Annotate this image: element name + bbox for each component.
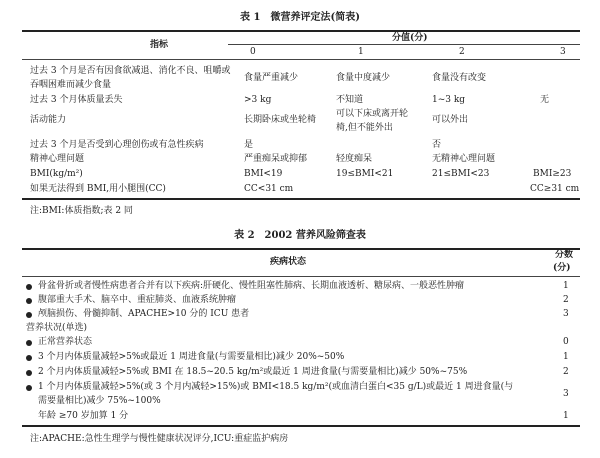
table1-row5-c0: 严重痴呆或抑郁 [244,154,308,164]
table2-item1-text: 骨盆骨折或者慢性病患者合并有以下疾病:肝硬化、慢性阻塞性肺病、长期血液透析、糖尿病、一般恶性肿瘤 [38,281,465,291]
table1-row6-c0: BMI<19 [244,169,283,179]
table2-nutrition4-text-cont: 需要量相比)减少 75%~100% [38,396,161,406]
table1-score-group-header: 分值(分) [392,33,428,43]
table1-row2-label: 过去 3 个月体质量丢失 [30,95,123,105]
table1-row3-c1-cont: 椅,但不能外出 [336,123,393,133]
table2-header-rule [22,276,580,277]
table1-row1-c0: 食量严重减少 [244,73,299,83]
table2-nutrition2-text: 3 个月内体质量减轻>5%或最近 1 周进食量(与需要量相比)减少 20%~50% [38,352,345,362]
table1-row1-label-cont: 吞咽困难而减少食量 [30,80,112,90]
table1-row2-c0: >3 kg [244,95,272,105]
bullet-icon [26,355,32,361]
table1-title: 表 1 微营养评定法(简表) [240,12,360,23]
table2-title: 表 2 2002 营养风险筛查表 [234,230,366,241]
table1-row3-c2: 可以外出 [432,115,469,125]
table2-score-unit: (分) [553,263,571,273]
bullet-icon [26,385,32,391]
bullet-icon [26,284,32,290]
table1-score-3: 3 [560,47,566,57]
table2-nutrition-label: 营养状况(单选) [26,323,88,333]
table1-score-0: 0 [250,47,256,57]
table1-row4-c0: 是 [244,140,254,150]
table1-row5-c1: 轻度痴呆 [336,154,373,164]
table1-row7-label: 如果无法得到 BMI,用小腿围(CC) [30,184,166,194]
table2-age-text: 年龄 ≥70 岁加算 1 分 [38,411,129,421]
table1-score-2: 2 [459,47,465,57]
table1-note: 注:BMI:体质指数;表 2 同 [30,206,133,216]
table1-row1-c2: 食量没有改变 [432,73,487,83]
table1-row2-c1: 不知道 [336,95,364,105]
table2-score-header: 分数 [555,250,574,260]
bullet-icon [26,340,32,346]
table1-score-1: 1 [358,47,364,57]
table1-row3-c1: 可以下床或离开轮 [336,109,409,119]
table1-row1-c1: 食量中度减少 [336,73,391,83]
table1-bottom-rule [22,198,580,200]
bullet-icon [26,312,32,318]
table2-note: 注:APACHE:急性生理学与慢性健康状况评分,ICU:重症监护病房 [30,434,289,444]
table1-row5-label: 精神心理问题 [30,154,85,164]
table1-header-rule [22,59,580,60]
table2-top-rule [22,248,580,250]
table2-item3-text: 颅脑损伤、骨髓抑制、APACHE>10 分的 ICU 患者 [38,309,250,319]
bullet-icon [26,298,32,304]
table2-nutrition4-score: 3 [563,389,569,399]
table2-item1-score: 1 [563,281,569,291]
table1-row6-c2: 21≤BMI<23 [432,169,490,179]
table1-row6-c3: BMI≥23 [533,169,572,179]
table2-condition-header: 疾病状态 [270,257,307,267]
table1-row4-label: 过去 3 个月是否受到心理创伤或有急性疾病 [30,140,204,150]
table2-bottom-rule [22,425,580,427]
table2-nutrition1-score: 0 [563,337,569,347]
table1-row6-label: BMI(kg/m²) [30,169,83,179]
bullet-icon [26,370,32,376]
table2-item2-text: 腹部重大手术、脑卒中、重症肺炎、血液系统肿瘤 [38,295,237,305]
table2-age-score: 1 [563,411,569,421]
table1-row6-c1: 19≤BMI<21 [336,169,394,179]
table1-row7-c3: CC≥31 cm [530,184,580,194]
table2-nutrition3-text: 2 个月内体质量减轻>5%或 BMI 在 18.5~20.5 kg/m²或最近 1 周进食量(与需要量相比)减少 50%~75% [38,367,468,377]
table1-row3-label: 活动能力 [30,115,67,125]
table1-row7-c0: CC<31 cm [244,184,294,194]
table1-row5-c2: 无精神心理问题 [432,154,496,164]
table1-top-rule [22,30,580,32]
table1-row1-label: 过去 3 个月是否有因食欲减退、消化不良、咀嚼或 [30,66,231,76]
table1-row3-c0: 长期卧床或坐轮椅 [244,115,317,125]
table2-nutrition4-text: 1 个月内体质量减轻>5%(或 3 个月内减轻>15%)或 BMI<18.5 kg/m²(或血清白蛋白<35 g/L)或最近 1 周进食量(与 [38,382,514,392]
table2-nutrition2-score: 1 [563,352,569,362]
table2-nutrition3-score: 2 [563,367,569,377]
table2-item2-score: 2 [563,295,569,305]
table1-score-subrule [228,44,580,45]
table1-row4-c2: 否 [432,140,442,150]
table1-row2-c2: 1~3 kg [432,95,466,105]
table2-nutrition1-text: 正常营养状态 [38,337,93,347]
table1-indicator-header: 指标 [150,40,169,50]
table2-item3-score: 3 [563,309,569,319]
table1-row2-c3: 无 [540,95,550,105]
